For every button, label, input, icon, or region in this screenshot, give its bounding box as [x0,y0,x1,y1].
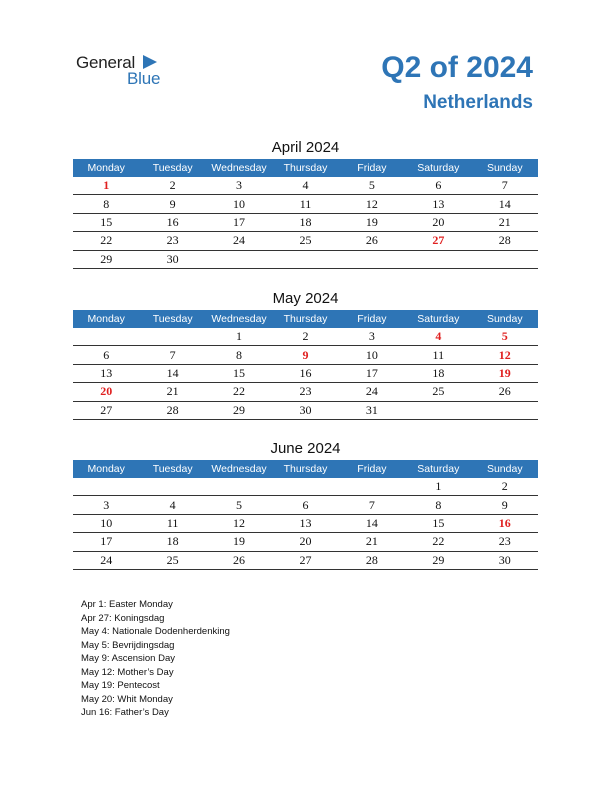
day-cell: 4 [139,496,205,514]
weekday-header: Saturday [405,159,471,177]
day-cell: 1 [73,177,139,195]
empty-day-cell [73,328,139,346]
weekday-header: Friday [339,460,405,478]
week-row [73,328,538,346]
day-cell: 4 [272,177,338,195]
holiday-item: May 12: Mother’s Day [81,666,174,678]
day-cell: 26 [472,383,538,401]
day-cell: 31 [339,401,405,419]
day-cell: 19 [472,364,538,382]
day-cell: 10 [339,346,405,364]
day-cell: 27 [405,232,471,250]
day-cell: 25 [405,383,471,401]
holiday-item: May 9: Ascension Day [81,653,175,664]
weekday-header: Monday [73,310,139,328]
day-cell: 15 [405,514,471,532]
holiday-item: May 20: Whit Monday [81,693,173,705]
day-cell: 15 [73,213,139,231]
weekday-header-row [73,310,538,328]
weekday-header: Thursday [272,310,338,328]
weekday-header: Thursday [272,159,338,177]
day-cell: 26 [339,232,405,250]
weekday-header: Saturday [405,310,471,328]
day-cell: 1 [206,328,272,346]
week-row [73,514,538,532]
empty-day-cell [73,478,139,496]
day-cell: 16 [139,213,205,231]
week-row [73,383,538,401]
empty-day-cell [405,250,471,268]
day-cell: 27 [272,551,338,569]
week-row [73,533,538,551]
day-cell: 5 [206,496,272,514]
day-cell: 28 [339,551,405,569]
day-cell: 3 [73,496,139,514]
day-cell: 2 [272,328,338,346]
day-cell: 20 [272,533,338,551]
day-cell: 30 [472,551,538,569]
holiday-item: Jun 16: Father’s Day [81,707,169,718]
day-cell: 12 [206,514,272,532]
empty-day-cell [139,478,205,496]
day-cell: 24 [339,383,405,401]
day-cell: 14 [339,514,405,532]
day-cell: 22 [73,232,139,250]
day-cell: 7 [472,177,538,195]
day-cell: 10 [73,514,139,532]
day-cell: 23 [272,383,338,401]
day-cell: 20 [73,383,139,401]
day-cell: 5 [339,177,405,195]
weekday-header-row [73,460,538,478]
empty-day-cell [339,478,405,496]
day-cell: 19 [206,533,272,551]
empty-day-cell [405,401,471,419]
day-cell: 12 [339,195,405,213]
day-cell: 6 [73,346,139,364]
weekday-header: Tuesday [139,159,205,177]
day-cell: 28 [139,401,205,419]
day-cell: 18 [272,213,338,231]
holiday-item: Apr 27: Koningsdag [81,612,165,624]
empty-day-cell [272,478,338,496]
day-cell: 9 [472,496,538,514]
day-cell: 1 [405,478,471,496]
day-cell: 11 [405,346,471,364]
weekday-header: Wednesday [206,310,272,328]
day-cell: 17 [339,364,405,382]
day-cell: 8 [206,346,272,364]
day-cell: 22 [206,383,272,401]
day-cell: 30 [139,250,205,268]
day-cell: 11 [139,514,205,532]
empty-day-cell [472,250,538,268]
day-cell: 21 [339,533,405,551]
day-cell: 26 [206,551,272,569]
weekday-header: Friday [339,310,405,328]
day-cell: 22 [405,533,471,551]
week-row [73,232,538,250]
day-cell: 11 [272,195,338,213]
logo-flag-icon [143,55,157,69]
day-cell: 23 [472,533,538,551]
month-title: June 2024 [270,440,341,457]
empty-day-cell [339,250,405,268]
day-cell: 28 [472,232,538,250]
country-name: Netherlands [423,92,533,113]
day-cell: 16 [272,364,338,382]
day-cell: 12 [472,346,538,364]
weekday-header: Friday [339,159,405,177]
week-row [73,478,538,496]
day-cell: 29 [405,551,471,569]
day-cell: 4 [405,328,471,346]
day-cell: 3 [339,328,405,346]
week-row [73,551,538,569]
weekday-header: Tuesday [139,310,205,328]
empty-day-cell [139,328,205,346]
weekday-header: Thursday [272,460,338,478]
day-cell: 25 [272,232,338,250]
month-title: May 2024 [272,290,339,307]
day-cell: 3 [206,177,272,195]
day-cell: 25 [139,551,205,569]
weekday-header-row [73,159,538,177]
week-row [73,364,538,382]
month-title: April 2024 [271,139,340,156]
day-cell: 17 [73,533,139,551]
week-row [73,346,538,364]
page-title: Q2 of 2024 [381,51,533,84]
weekday-header: Monday [73,460,139,478]
logo [76,53,176,89]
holiday-item: May 19: Pentecost [81,680,160,691]
day-cell: 16 [472,514,538,532]
month-calendar [73,438,538,570]
holiday-item: May 5: Bevrijdingsdag [81,639,175,651]
month-table [73,159,538,269]
month-calendar [73,137,538,269]
weekday-header: Monday [73,159,139,177]
holiday-item: Apr 1: Easter Monday [81,599,173,610]
day-cell: 13 [272,514,338,532]
day-cell: 14 [139,364,205,382]
week-row [73,213,538,231]
day-cell: 8 [73,195,139,213]
day-cell: 23 [139,232,205,250]
month-table [73,310,538,420]
empty-day-cell [472,401,538,419]
weekday-header: Tuesday [139,460,205,478]
day-cell: 6 [272,496,338,514]
week-row [73,496,538,514]
day-cell: 9 [139,195,205,213]
month-calendar [73,288,538,420]
weekday-header: Sunday [472,460,538,478]
weekday-header: Sunday [472,159,538,177]
empty-day-cell [206,250,272,268]
empty-day-cell [272,250,338,268]
week-row [73,195,538,213]
day-cell: 18 [139,533,205,551]
day-cell: 13 [405,195,471,213]
day-cell: 2 [472,478,538,496]
holiday-list [81,598,230,720]
day-cell: 15 [206,364,272,382]
day-cell: 10 [206,195,272,213]
day-cell: 21 [472,213,538,231]
day-cell: 2 [139,177,205,195]
day-cell: 27 [73,401,139,419]
day-cell: 24 [73,551,139,569]
logo-text-general: General [76,53,136,72]
day-cell: 14 [472,195,538,213]
weekday-header: Wednesday [206,159,272,177]
day-cell: 29 [73,250,139,268]
day-cell: 20 [405,213,471,231]
day-cell: 6 [405,177,471,195]
week-row [73,401,538,419]
day-cell: 17 [206,213,272,231]
weekday-header: Sunday [472,310,538,328]
weekday-header: Saturday [405,460,471,478]
day-cell: 21 [139,383,205,401]
week-row [73,250,538,268]
day-cell: 24 [206,232,272,250]
day-cell: 9 [272,346,338,364]
day-cell: 18 [405,364,471,382]
empty-day-cell [206,478,272,496]
day-cell: 19 [339,213,405,231]
week-row [73,177,538,195]
day-cell: 8 [405,496,471,514]
day-cell: 7 [339,496,405,514]
weekday-header: Wednesday [206,460,272,478]
month-table [73,460,538,570]
day-cell: 30 [272,401,338,419]
day-cell: 13 [73,364,139,382]
day-cell: 29 [206,401,272,419]
logo-text-blue: Blue [127,69,161,88]
day-cell: 5 [472,328,538,346]
holiday-item: May 4: Nationale Dodenherdenking [81,626,230,637]
day-cell: 7 [139,346,205,364]
